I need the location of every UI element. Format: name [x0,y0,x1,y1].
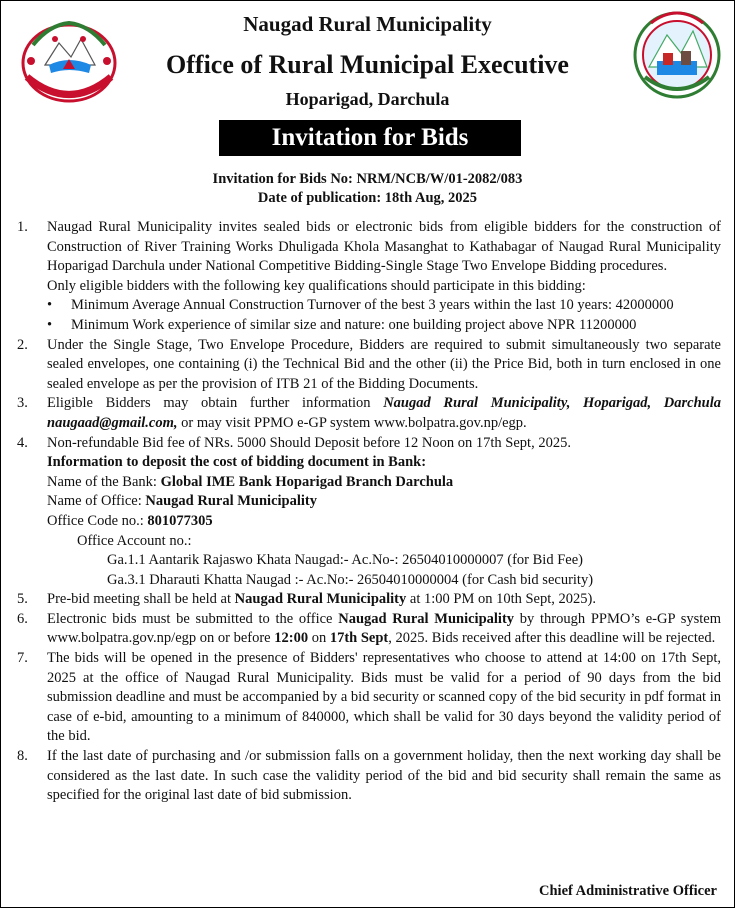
code-label: Office Code no.: [47,512,148,529]
clause-2 [17,336,721,395]
clause-number: 4. [17,434,28,451]
venue: Naugad Rural Municipality [234,591,407,608]
deadline-time: 12:00 [274,630,309,647]
clause-text: The bids will be opened in the presence of Bidders' representatives who choose to attend at 14:00 on 17th Sept, 2025 at the office of Naugad Rural Municipality. Bids must be valid for a period of 90 days from the bid submission deadline and must be accompanied by a bid security or scanned copy of the bid security in pdf format in case of e-bid, amounting to a minimum of 840000, which shall be valid for 30 days beyond the validity period of the bid. [47,650,721,745]
bank-value: Global IME Bank Hoparigad Branch Darchula [160,473,454,490]
qualification-bullet [47,316,721,336]
qualification-bullet [47,296,721,316]
municipality-name: Naugad Rural Municipality [243,12,492,36]
account-bid-security: Ga.3.1 Dharauti Khatta Naugad :- Ac.No:- 26504010000004 (for Cash bid security) [107,571,594,588]
clause-7 [17,649,721,747]
clause-text: If the last date of purchasing and /or submission falls on a government holiday, then the next working day shall be considered as the last date. In such case the validity period of the bid and bid security shall remain the same as specified for the original last date of bid submission. [47,748,721,804]
publication-date: Date of publication: 18th Aug, 2025 [257,190,478,206]
clause-number: 3. [17,395,28,412]
bid-number: Invitation for Bids No: NRM/NCB/W/01-2082/083 [212,171,523,187]
notice-body [17,218,721,806]
clause-4 [17,434,721,591]
clause-text-part: or may visit PPMO e-GP system www.bolpatra.gov.np/egp. [177,414,527,431]
deadline-date: 17th Sept [329,630,389,647]
municipality-seal-icon [633,5,721,109]
clause-text: Naugad Rural Municipality invites sealed bids or electronic bids from eligible bidders for the construction of Construction of River Training Works Dhuligada Khola Masanghat to Kathabagar of Naugad Rural Municipality Hoparigad Darchula under National Competitive Bidding-Single Stage Two Envelope Bidding procedures. [47,219,721,275]
clause-number: 2. [17,336,28,353]
office-value: Naugad Rural Municipality [145,493,317,510]
bank-label: Name of the Bank: [47,473,161,490]
clause-text-part: Pre-bid meeting shall be held at [47,591,235,608]
clause-number: 8. [17,748,28,765]
bank-name-row [47,473,721,493]
office-label: Name of Office: [47,493,146,510]
code-value: 801077305 [147,512,213,529]
clause-text [47,610,721,649]
clause-6 [17,610,721,649]
qualification-intro: Only eligible bidders with the following key qualifications should participate in this bidding: [47,277,586,294]
clause-text-part: at 1:00 PM on 10th Sept, 2025). [406,591,596,608]
invitation-banner: Invitation for Bids [219,120,521,156]
bid-reference [1,170,734,208]
clause-text-part: on [308,630,330,647]
clause-number: 5. [17,591,28,608]
qualification-turnover: Minimum Average Annual Construction Turnover of the best 3 years within the last 10 years: 42000000 [71,297,674,314]
office-name: Office of Rural Municipal Executive [166,50,569,79]
clause-text-part: Eligible Bidders may obtain further information [47,395,384,412]
clause-3 [17,394,721,433]
clause-text [47,394,721,433]
bullet-icon: • [47,316,53,333]
bullet-icon: • [47,297,53,314]
clause-text-part: , 2025. Bids received after this deadline will be rejected. [388,630,716,647]
clause-text-part: Electronic bids must be submitted to the office [47,610,339,627]
bank-heading: Information to deposit the cost of bidding document in Bank: [47,454,427,471]
account-bid-fee: Ga.1.1 Aantarik Rajaswo Khata Naugad:- Ac.No-: 26504010000007 (for Bid Fee) [107,552,583,569]
clause-1 [17,218,721,336]
clause-8 [17,747,721,806]
clause-text [47,590,721,610]
clause-text: Non-refundable Bid fee of NRs. 5000 Should Deposit before 12 Noon on 17th Sept, 2025. [47,434,571,451]
office-highlight: Naugad Rural Municipality [338,610,515,627]
clause-number: 7. [17,650,28,667]
contact-info: Naugad Rural Municipality, Hoparigad, Darchula naugaad@gmail.com, [47,395,721,431]
account-label: Office Account no.: [77,532,192,549]
clause-number: 1. [17,219,28,235]
clause-number: 6. [17,610,28,627]
notice-header [1,1,734,119]
office-code-row [47,512,721,532]
office-location: Hoparigad, Darchula [285,89,450,109]
clause-text-part: by through PPMO’s e-GP system www.bolpatra.gov.np/egp on or before [47,610,722,647]
qualification-experience: Minimum Work experience of similar size and nature: one building project above NPR 11200000 [71,316,637,333]
clause-5 [17,590,721,610]
signature-title: Chief Administrative Officer [539,883,717,899]
clause-text: Under the Single Stage, Two Envelope Procedure, Bidders are required to submit simultaneously two separate sealed envelopes, one containing (i) the Technical Bid and the other (ii) the Price Bid, both in turn enclosed in one sealed envelope as per the provision of ITB 21 of the Bidding Documents. [47,336,721,392]
office-name-row [47,492,721,512]
